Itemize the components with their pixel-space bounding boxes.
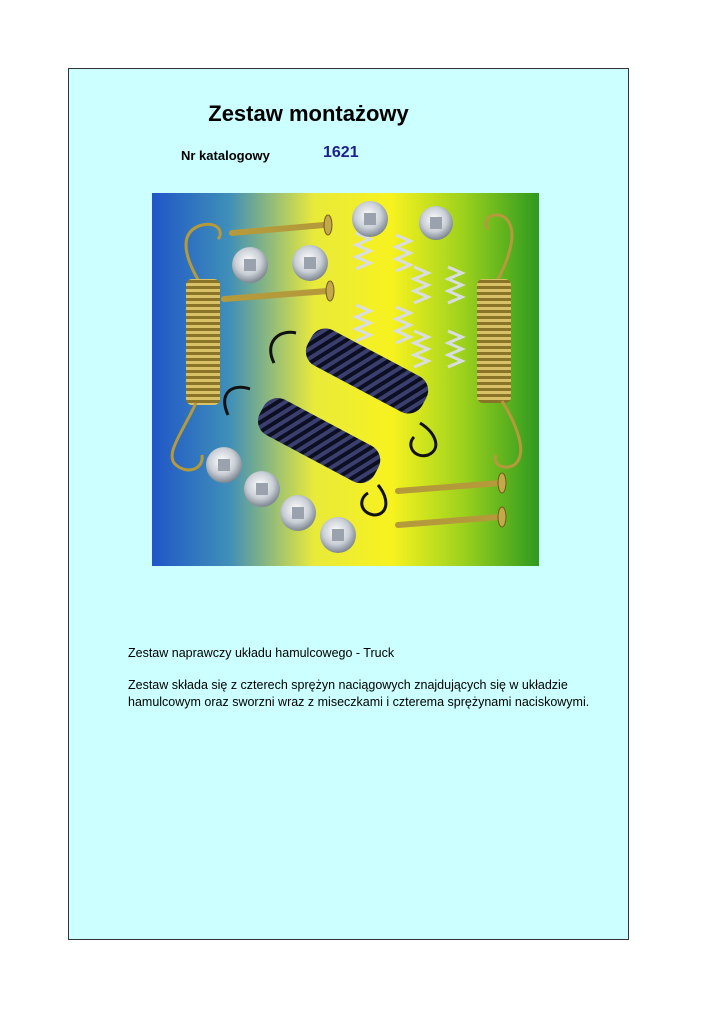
washer: [320, 517, 356, 553]
product-description: [128, 645, 618, 726]
catalog-label: Nr katalogowy: [181, 148, 270, 163]
washer: [206, 447, 242, 483]
document-sheet: [68, 68, 629, 940]
washer: [280, 495, 316, 531]
description-line-2: Zestaw składa się z czterech sprężyn naciągowych znajdujących się w układzie hamulcowym oraz sworzni wraz z miseczkami i czterema sprężynami naciskowymi.: [128, 678, 590, 709]
washer: [352, 201, 388, 237]
washer: [244, 471, 280, 507]
washer: [292, 245, 328, 281]
product-photo: [152, 193, 539, 566]
page-title: Zestaw montażowy: [208, 101, 409, 126]
description-line-1: Zestaw naprawczy układu hamulcowego - Truck: [128, 646, 395, 660]
washer: [232, 247, 268, 283]
catalog-number: 1621: [323, 144, 359, 161]
washer: [419, 206, 453, 240]
